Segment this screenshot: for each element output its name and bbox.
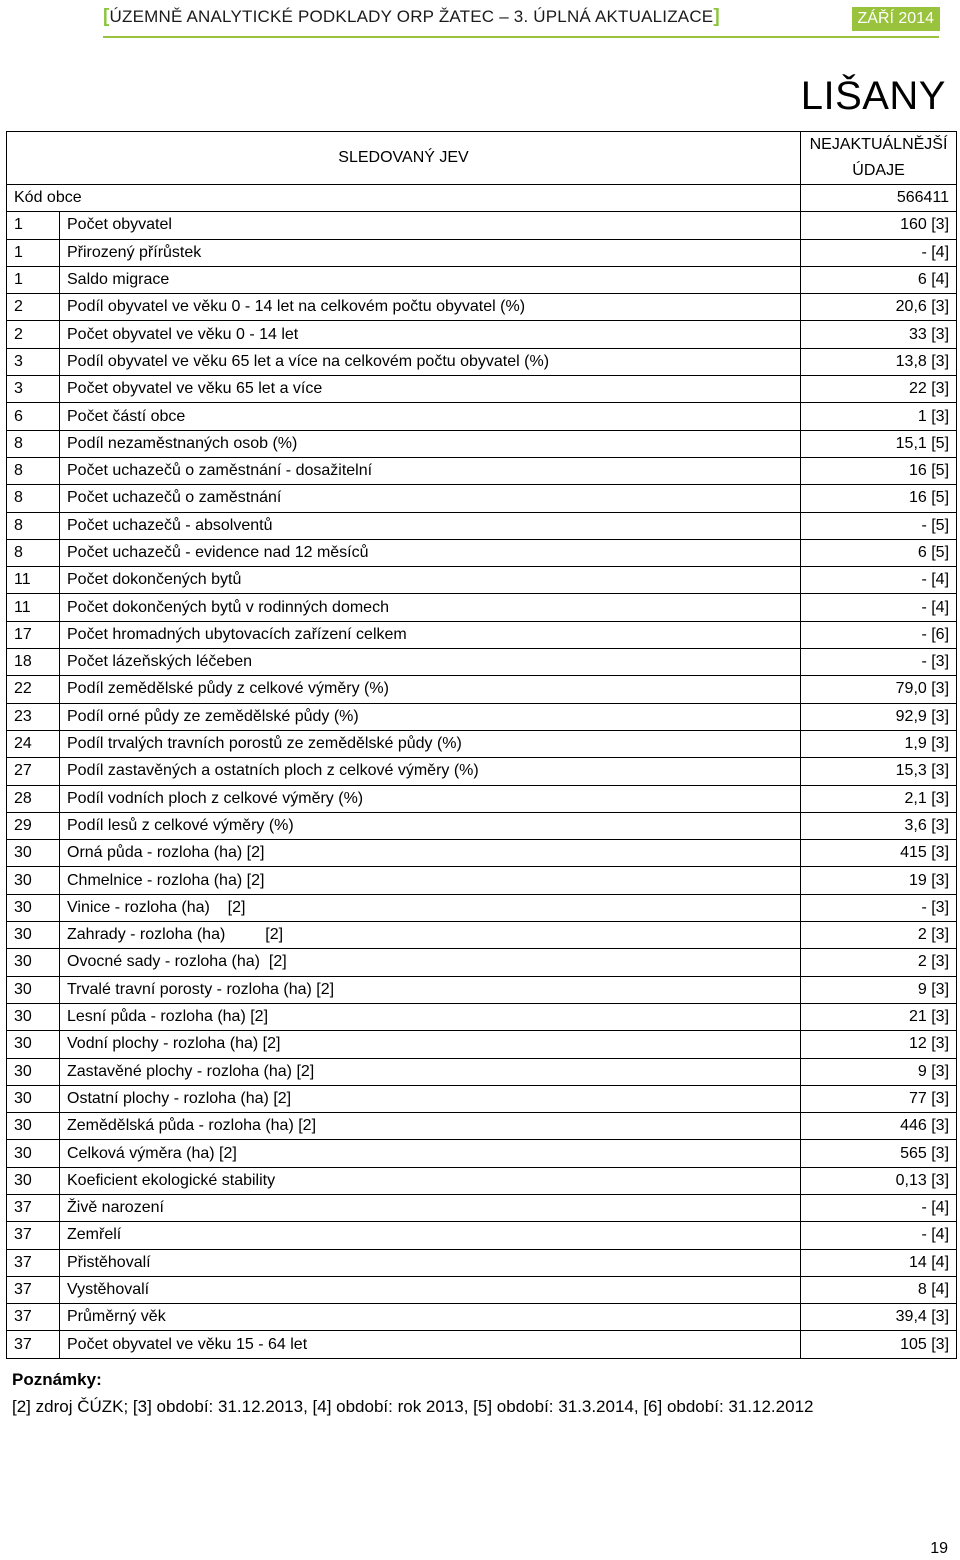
row-value: 9 [3]	[801, 976, 957, 1003]
table-row	[7, 1085, 957, 1112]
header-title	[103, 6, 720, 28]
table-row	[7, 1222, 957, 1249]
row-indicator-name: Podíl lesů z celkové výměry (%)	[60, 812, 801, 839]
table-body	[7, 185, 957, 1359]
row-code: 37	[7, 1331, 60, 1358]
row-value: 446 [3]	[801, 1113, 957, 1140]
row-indicator-name: Počet dokončených bytů v rodinných domech	[60, 594, 801, 621]
table-row	[7, 621, 957, 648]
row-code: 8	[7, 512, 60, 539]
table-row	[7, 1140, 957, 1167]
table-row	[7, 976, 957, 1003]
row-indicator-name: Přirozený přírůstek	[60, 239, 801, 266]
row-value: 1,9 [3]	[801, 730, 957, 757]
header-title-text: ÚZEMNĚ ANALYTICKÉ PODKLADY ORP ŽATEC – 3. ÚPLNÁ AKTUALIZACE	[109, 7, 714, 26]
table-row	[7, 922, 957, 949]
table-row	[7, 266, 957, 293]
row-code: 17	[7, 621, 60, 648]
row-value: - [5]	[801, 512, 957, 539]
row-value: 6 [5]	[801, 539, 957, 566]
row-code: 2	[7, 294, 60, 321]
row-indicator-name: Zemřelí	[60, 1222, 801, 1249]
row-value: 92,9 [3]	[801, 703, 957, 730]
table-row	[7, 785, 957, 812]
row-value: 21 [3]	[801, 1003, 957, 1030]
table-row	[7, 539, 957, 566]
row-indicator-name: Chmelnice - rozloha (ha) [2]	[60, 867, 801, 894]
row-indicator-name: Počet lázeňských léčeben	[60, 649, 801, 676]
row-indicator-name: Počet částí obce	[60, 403, 801, 430]
row-value: 9 [3]	[801, 1058, 957, 1085]
table-row	[7, 894, 957, 921]
table-row	[7, 321, 957, 348]
row-code: 30	[7, 976, 60, 1003]
row-value: 19 [3]	[801, 867, 957, 894]
row-indicator-name: Počet obyvatel ve věku 65 let a více	[60, 376, 801, 403]
row-value: 22 [3]	[801, 376, 957, 403]
table-row	[7, 512, 957, 539]
table-header-row	[7, 132, 957, 185]
table-row	[7, 594, 957, 621]
row-code: 27	[7, 758, 60, 785]
row-value: 15,3 [3]	[801, 758, 957, 785]
row-value: - [6]	[801, 621, 957, 648]
row-indicator-name: Živě narození	[60, 1194, 801, 1221]
notes-text: [2] zdroj ČÚZK; [3] období: 31.12.2013, [4] období: rok 2013, [5] období: 31.3.2014, [6] období: 31.12.2012	[12, 1397, 814, 1416]
row-indicator-name: Zastavěné plochy - rozloha (ha) [2]	[60, 1058, 801, 1085]
row-indicator-name: Podíl zemědělské půdy z celkové výměry (%)	[60, 676, 801, 703]
row-indicator-name: Počet uchazečů o zaměstnání - dosažitelní	[60, 457, 801, 484]
table-row	[7, 567, 957, 594]
row-indicator-name: Počet uchazečů - absolventů	[60, 512, 801, 539]
row-indicator-name: Zemědělská půda - rozloha (ha) [2]	[60, 1113, 801, 1140]
row-indicator-name: Průměrný věk	[60, 1304, 801, 1331]
table-row	[7, 1249, 957, 1276]
page-number: 19	[930, 1540, 948, 1557]
row-code: 18	[7, 649, 60, 676]
table-row	[7, 1194, 957, 1221]
table-row	[7, 867, 957, 894]
table-row	[7, 376, 957, 403]
row-indicator-name: Počet dokončených bytů	[60, 567, 801, 594]
row-code: 30	[7, 1085, 60, 1112]
row-value: 105 [3]	[801, 1331, 957, 1358]
row-indicator-name: Přistěhovalí	[60, 1249, 801, 1276]
kod-obce-value: 566411	[801, 185, 957, 212]
row-indicator-name: Ovocné sady - rozloha (ha) [2]	[60, 949, 801, 976]
row-code: 37	[7, 1304, 60, 1331]
row-code: 30	[7, 1031, 60, 1058]
row-code: 8	[7, 430, 60, 457]
header-bracket-open: [	[103, 6, 110, 27]
indicator-table	[6, 131, 957, 1359]
table-row	[7, 1331, 957, 1358]
row-value: 3,6 [3]	[801, 812, 957, 839]
row-value: - [3]	[801, 894, 957, 921]
row-code: 3	[7, 376, 60, 403]
row-value: - [4]	[801, 1222, 957, 1249]
row-indicator-name: Saldo migrace	[60, 266, 801, 293]
row-code: 30	[7, 1113, 60, 1140]
row-indicator-name: Vystěhovalí	[60, 1276, 801, 1303]
table-row	[7, 485, 957, 512]
row-value: 79,0 [3]	[801, 676, 957, 703]
header-bracket-close: ]	[713, 6, 720, 27]
row-code: 1	[7, 239, 60, 266]
row-code: 30	[7, 922, 60, 949]
table-row	[7, 840, 957, 867]
row-indicator-name: Orná půda - rozloha (ha) [2]	[60, 840, 801, 867]
row-indicator-name: Trvalé travní porosty - rozloha (ha) [2]	[60, 976, 801, 1003]
row-code: 30	[7, 840, 60, 867]
row-value: 2 [3]	[801, 922, 957, 949]
row-code: 2	[7, 321, 60, 348]
table-row	[7, 1058, 957, 1085]
row-value: 1 [3]	[801, 403, 957, 430]
row-code: 30	[7, 867, 60, 894]
row-indicator-name: Počet obyvatel ve věku 0 - 14 let	[60, 321, 801, 348]
row-code: 11	[7, 567, 60, 594]
row-indicator-name: Podíl zastavěných a ostatních ploch z celkové výměry (%)	[60, 758, 801, 785]
row-code: 11	[7, 594, 60, 621]
table-row	[7, 403, 957, 430]
notes-section	[12, 1366, 942, 1420]
row-code: 8	[7, 539, 60, 566]
table-row	[7, 1304, 957, 1331]
page-title: LIŠANY	[800, 74, 946, 118]
row-code: 30	[7, 894, 60, 921]
row-indicator-name: Ostatní plochy - rozloha (ha) [2]	[60, 1085, 801, 1112]
table-row	[7, 1276, 957, 1303]
table-row	[7, 1167, 957, 1194]
column-header-indicator: SLEDOVANÝ JEV	[7, 132, 801, 185]
kod-obce-label: Kód obce	[7, 185, 801, 212]
row-indicator-name: Počet hromadných ubytovacích zařízení celkem	[60, 621, 801, 648]
row-value: 39,4 [3]	[801, 1304, 957, 1331]
row-indicator-name: Podíl vodních ploch z celkové výměry (%)	[60, 785, 801, 812]
row-indicator-name: Podíl obyvatel ve věku 0 - 14 let na celkovém počtu obyvatel (%)	[60, 294, 801, 321]
row-indicator-name: Vinice - rozloha (ha) [2]	[60, 894, 801, 921]
row-value: 15,1 [5]	[801, 430, 957, 457]
row-value: 565 [3]	[801, 1140, 957, 1167]
page-header	[0, 0, 960, 40]
row-value: - [4]	[801, 1194, 957, 1221]
row-code: 24	[7, 730, 60, 757]
row-code: 22	[7, 676, 60, 703]
row-value: - [4]	[801, 239, 957, 266]
table-row	[7, 703, 957, 730]
row-indicator-name: Podíl nezaměstnaných osob (%)	[60, 430, 801, 457]
row-indicator-name: Podíl obyvatel ve věku 65 let a více na celkovém počtu obyvatel (%)	[60, 348, 801, 375]
header-date-badge: ZÁŘÍ 2014	[852, 7, 940, 31]
row-value: 77 [3]	[801, 1085, 957, 1112]
row-value: 2,1 [3]	[801, 785, 957, 812]
row-value: 20,6 [3]	[801, 294, 957, 321]
row-indicator-name: Počet uchazečů - evidence nad 12 měsíců	[60, 539, 801, 566]
table-row	[7, 239, 957, 266]
row-value: 160 [3]	[801, 212, 957, 239]
row-code: 37	[7, 1249, 60, 1276]
row-value: - [3]	[801, 649, 957, 676]
row-indicator-name: Celková výměra (ha) [2]	[60, 1140, 801, 1167]
row-indicator-name: Počet obyvatel	[60, 212, 801, 239]
row-indicator-name: Koeficient ekologické stability	[60, 1167, 801, 1194]
row-code: 29	[7, 812, 60, 839]
row-value: - [4]	[801, 567, 957, 594]
row-code: 30	[7, 1003, 60, 1030]
row-code: 1	[7, 212, 60, 239]
row-value: 33 [3]	[801, 321, 957, 348]
row-code: 37	[7, 1222, 60, 1249]
row-value: 16 [5]	[801, 485, 957, 512]
row-value: 0,13 [3]	[801, 1167, 957, 1194]
row-indicator-name: Podíl trvalých travních porostů ze zemědělské půdy (%)	[60, 730, 801, 757]
row-indicator-name: Vodní plochy - rozloha (ha) [2]	[60, 1031, 801, 1058]
kod-obce-row	[7, 185, 957, 212]
row-code: 1	[7, 266, 60, 293]
row-value: 415 [3]	[801, 840, 957, 867]
table-row	[7, 730, 957, 757]
row-value: 2 [3]	[801, 949, 957, 976]
row-code: 8	[7, 485, 60, 512]
row-value: 12 [3]	[801, 1031, 957, 1058]
row-indicator-name: Podíl orné půdy ze zemědělské půdy (%)	[60, 703, 801, 730]
row-indicator-name: Počet uchazečů o zaměstnání	[60, 485, 801, 512]
row-code: 30	[7, 949, 60, 976]
table-row	[7, 430, 957, 457]
row-code: 23	[7, 703, 60, 730]
table-row	[7, 1003, 957, 1030]
table-row	[7, 758, 957, 785]
table-row	[7, 949, 957, 976]
row-code: 30	[7, 1167, 60, 1194]
row-indicator-name: Počet obyvatel ve věku 15 - 64 let	[60, 1331, 801, 1358]
row-code: 6	[7, 403, 60, 430]
row-code: 30	[7, 1058, 60, 1085]
table-row	[7, 1031, 957, 1058]
row-code: 28	[7, 785, 60, 812]
table-row	[7, 294, 957, 321]
row-value: 13,8 [3]	[801, 348, 957, 375]
notes-title: Poznámky:	[12, 1370, 102, 1389]
row-indicator-name: Zahrady - rozloha (ha) [2]	[60, 922, 801, 949]
table-row	[7, 1113, 957, 1140]
row-value: 16 [5]	[801, 457, 957, 484]
table-row	[7, 676, 957, 703]
row-code: 37	[7, 1194, 60, 1221]
header-divider	[103, 36, 939, 38]
row-value: 6 [4]	[801, 266, 957, 293]
table-row	[7, 348, 957, 375]
table-row	[7, 649, 957, 676]
row-value: - [4]	[801, 594, 957, 621]
table-row	[7, 212, 957, 239]
row-code: 37	[7, 1276, 60, 1303]
row-code: 30	[7, 1140, 60, 1167]
table-row	[7, 812, 957, 839]
row-indicator-name: Lesní půda - rozloha (ha) [2]	[60, 1003, 801, 1030]
column-header-value: NEJAKTUÁLNĚJŠÍ ÚDAJE	[801, 132, 957, 185]
row-value: 14 [4]	[801, 1249, 957, 1276]
row-code: 3	[7, 348, 60, 375]
table-row	[7, 457, 957, 484]
row-value: 8 [4]	[801, 1276, 957, 1303]
row-code: 8	[7, 457, 60, 484]
